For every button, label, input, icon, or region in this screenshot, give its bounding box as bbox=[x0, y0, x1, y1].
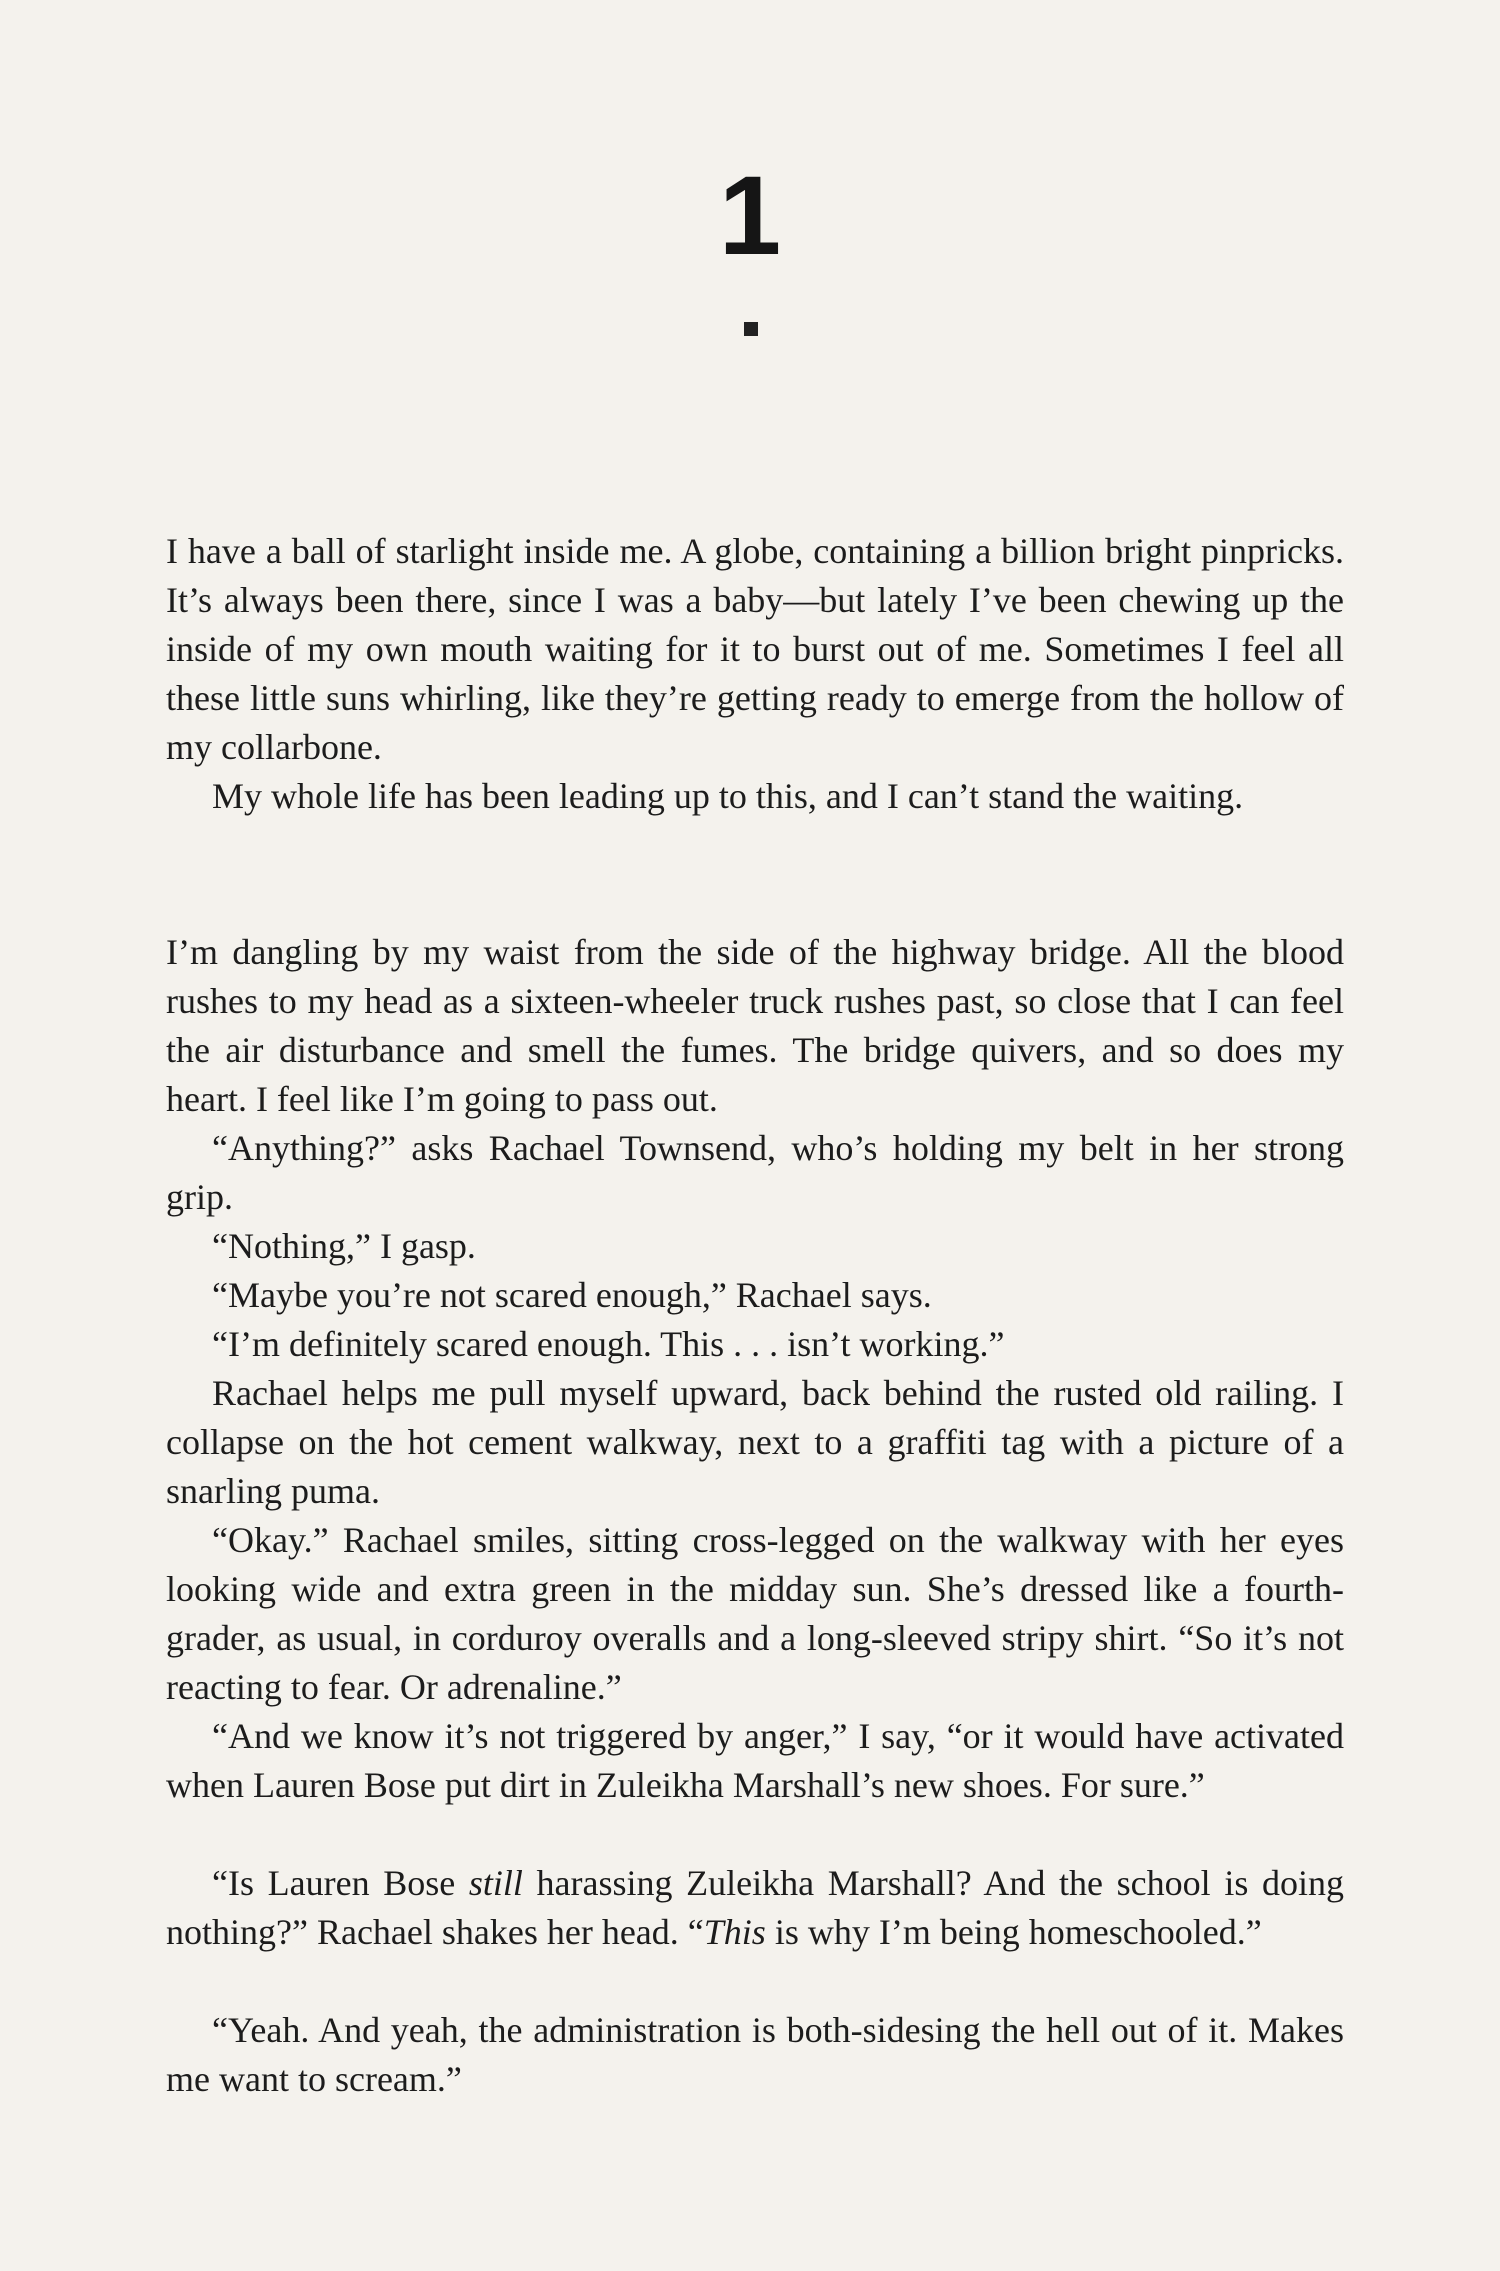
paragraph: “I’m definitely scared enough. This . . . isn’t working.” bbox=[212, 1324, 1005, 1364]
chapter-ornament bbox=[744, 322, 758, 336]
paragraph: “Yeah. And yeah, the administration is both-sidesing the hell out of it. Makes me want to scream.” bbox=[166, 2010, 1344, 2099]
paragraph: I have a ball of starlight inside me. A globe, containing a billion bright pinpricks. It’s always been there, since I was a baby—but lately I’ve been chewing up the inside of my own mouth waiting for it to burst out of me. Sometimes I feel all these little suns whirling, like they’re getting ready to emerge from the hollow of my collarbone. bbox=[166, 531, 1344, 767]
emphasis: still bbox=[468, 1863, 523, 1903]
paragraph-text: harassing Zuleikha Marshall? And the school is doing nothing?” Rachael shakes her head. “ bbox=[166, 1863, 1344, 1952]
paragraph: “Okay.” Rachael smiles, sitting cross-legged on the walkway with her eyes looking wide and extra green in the midday sun. She’s dressed like a fourth-grader, as usual, in corduroy overalls and a long-sleeved stripy shirt. “So it’s not reacting to fear. Or adrenaline.” bbox=[166, 1520, 1344, 1707]
paragraph-text: “Is Lauren Bose bbox=[212, 1863, 469, 1903]
paragraph: “Nothing,” I gasp. bbox=[212, 1226, 476, 1266]
paragraph: “And we know it’s not triggered by anger,” I say, “or it would have activated when Lauren Bose put dirt in Zuleikha Marshall’s new shoes. For sure.” bbox=[166, 1716, 1344, 1805]
paragraph: I’m dangling by my waist from the side of the highway bridge. All the blood rushes to my head as a sixteen-wheeler truck rushes past, so close that I can feel the air disturbance and smell the fumes. The bridge quivers, and so does my heart. I feel like I’m going to pass out. bbox=[166, 932, 1344, 1119]
paragraph: “Maybe you’re not scared enough,” Rachael says. bbox=[212, 1275, 932, 1315]
paragraph: Rachael helps me pull myself upward, back behind the rusted old railing. I collapse on the hot cement walkway, next to a graffiti tag with a picture of a snarling puma. bbox=[166, 1373, 1344, 1511]
chapter-number: 1 bbox=[718, 153, 782, 278]
paragraph-text: is why I’m being homeschooled.” bbox=[765, 1912, 1262, 1952]
paragraph: My whole life has been leading up to this, and I can’t stand the waiting. bbox=[212, 776, 1244, 816]
emphasis: This bbox=[703, 1912, 766, 1952]
paragraph: “Anything?” asks Rachael Townsend, who’s holding my belt in her strong grip. bbox=[166, 1128, 1344, 1217]
paragraph bbox=[166, 1859, 1344, 1957]
